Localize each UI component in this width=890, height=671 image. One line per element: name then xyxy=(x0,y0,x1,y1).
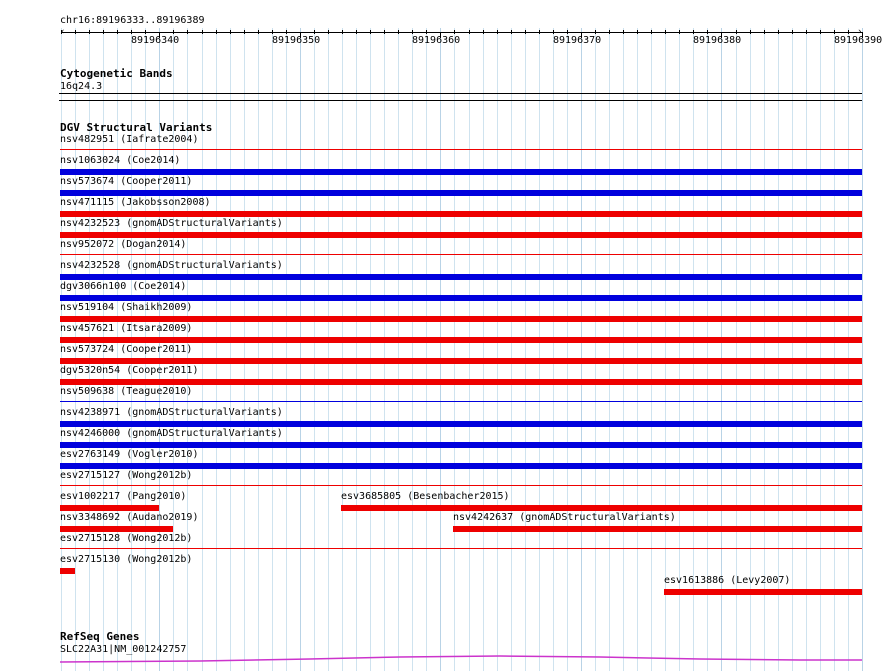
variant-label[interactable]: nsv4238971 (gnomADStructuralVariants) xyxy=(60,407,283,418)
grid-line xyxy=(356,28,357,671)
refseq-gene-label[interactable]: SLC22A31|NM_001242757 xyxy=(60,644,187,655)
dgv-track-title[interactable]: DGV Structural Variants xyxy=(60,121,213,134)
ruler-tick xyxy=(342,30,343,34)
ruler-tick-label: 89196390 xyxy=(834,35,883,46)
ruler-tick xyxy=(216,30,217,34)
variant-label[interactable]: esv2715127 (Wong2012b) xyxy=(60,470,193,481)
grid-line xyxy=(539,28,540,671)
grid-line xyxy=(820,28,821,671)
ruler-tick xyxy=(483,30,484,34)
ruler-tick xyxy=(173,30,174,34)
ruler-tick xyxy=(623,30,624,34)
ruler-tick xyxy=(792,30,793,34)
ruler-tick xyxy=(525,30,526,34)
variant-line[interactable] xyxy=(60,401,862,402)
grid-line xyxy=(398,28,399,671)
grid-line xyxy=(595,28,596,671)
ruler-tick xyxy=(848,30,849,34)
variant-label[interactable]: nsv4246000 (gnomADStructuralVariants) xyxy=(60,428,283,439)
grid-line xyxy=(328,28,329,671)
variant-bar[interactable] xyxy=(341,505,862,511)
variant-bar[interactable] xyxy=(60,568,75,574)
ruler-tick xyxy=(595,30,596,34)
ruler-tick xyxy=(693,30,694,34)
ruler-tick xyxy=(426,30,427,34)
variant-bar[interactable] xyxy=(60,526,173,532)
variant-label[interactable]: nsv519104 (Shaikh2009) xyxy=(60,302,193,313)
ruler-tick xyxy=(131,30,132,34)
ruler-tick xyxy=(89,30,90,34)
ruler-tick xyxy=(286,30,287,34)
ruler-axis xyxy=(61,32,862,33)
grid-line xyxy=(244,28,245,671)
ruler-tick xyxy=(258,30,259,34)
cytoband-label: 16q24.3 xyxy=(60,81,103,92)
grid-line xyxy=(454,28,455,671)
ruler-tick xyxy=(356,30,357,34)
variant-label[interactable]: nsv457621 (Itsara2009) xyxy=(60,323,193,334)
ruler-tick xyxy=(609,30,610,34)
variant-label[interactable]: dgv5320n54 (Cooper2011) xyxy=(60,365,199,376)
ruler-tick xyxy=(651,30,652,34)
grid-line xyxy=(567,28,568,671)
ruler-tick xyxy=(398,30,399,34)
ruler-tick xyxy=(230,30,231,34)
variant-bar[interactable] xyxy=(60,505,159,511)
ruler-tick xyxy=(103,30,104,34)
variant-label[interactable]: nsv573724 (Cooper2011) xyxy=(60,344,193,355)
grid-line xyxy=(300,28,301,671)
variant-label[interactable]: esv3685805 (Besenbacher2015) xyxy=(341,491,510,502)
variant-label[interactable]: nsv4242637 (gnomADStructuralVariants) xyxy=(453,512,676,523)
variant-label[interactable]: nsv4232523 (gnomADStructuralVariants) xyxy=(60,218,283,229)
variant-label[interactable]: nsv482951 (Iafrate2004) xyxy=(60,134,199,145)
ruler-tick xyxy=(665,30,666,34)
variant-label[interactable]: esv1613886 (Levy2007) xyxy=(664,575,791,586)
variant-bar[interactable] xyxy=(60,295,862,301)
ruler-tick-label: 89196380 xyxy=(693,35,742,46)
grid-line xyxy=(342,28,343,671)
ruler-tick xyxy=(778,30,779,34)
variant-label[interactable]: nsv471115 (Jakobsson2008) xyxy=(60,197,211,208)
ruler-tick xyxy=(750,30,751,34)
grid-line xyxy=(637,28,638,671)
refseq-track-title[interactable]: RefSeq Genes xyxy=(60,630,140,643)
variant-line[interactable] xyxy=(60,548,862,549)
ruler-tick xyxy=(539,30,540,34)
cytoband-track-title[interactable]: Cytogenetic Bands xyxy=(60,67,173,80)
ruler-tick xyxy=(637,30,638,34)
ruler-tick xyxy=(187,30,188,34)
variant-bar[interactable] xyxy=(60,316,862,322)
grid-line xyxy=(258,28,259,671)
variant-label[interactable]: esv2715130 (Wong2012b) xyxy=(60,554,193,565)
variant-bar[interactable] xyxy=(60,211,862,217)
ruler-tick xyxy=(370,30,371,34)
ruler-tick xyxy=(679,30,680,34)
grid-line xyxy=(426,28,427,671)
variant-bar[interactable] xyxy=(60,169,862,175)
grid-line xyxy=(581,28,582,671)
ruler-tick xyxy=(244,30,245,34)
variant-bar[interactable] xyxy=(60,421,862,427)
ruler-tick xyxy=(820,30,821,34)
variant-bar[interactable] xyxy=(60,442,862,448)
variant-label[interactable]: nsv4232528 (gnomADStructuralVariants) xyxy=(60,260,283,271)
grid-line xyxy=(440,28,441,671)
grid-line xyxy=(525,28,526,671)
ruler-tick-label: 89196350 xyxy=(272,35,321,46)
gene-model[interactable] xyxy=(0,650,890,671)
grid-line xyxy=(384,28,385,671)
ruler-tick xyxy=(384,30,385,34)
variant-bar[interactable] xyxy=(60,337,862,343)
ruler-tick xyxy=(314,30,315,34)
ruler-tick xyxy=(806,30,807,34)
variant-bar[interactable] xyxy=(60,190,862,196)
variant-label[interactable]: dgv3066n100 (Coe2014) xyxy=(60,281,187,292)
grid-line xyxy=(623,28,624,671)
variant-bar[interactable] xyxy=(60,274,862,280)
variant-bar[interactable] xyxy=(664,589,862,595)
ruler-tick xyxy=(511,30,512,34)
variant-line[interactable] xyxy=(60,149,862,150)
ruler-tick xyxy=(707,30,708,34)
variant-label[interactable]: nsv573674 (Cooper2011) xyxy=(60,176,193,187)
ruler[interactable] xyxy=(0,0,890,50)
grid-line xyxy=(511,28,512,671)
variant-label[interactable]: esv1002217 (Pang2010) xyxy=(60,491,187,502)
grid-line xyxy=(862,28,863,671)
region-label: chr16:89196333..89196389 xyxy=(60,15,205,26)
variant-bar[interactable] xyxy=(60,232,862,238)
grid-line xyxy=(497,28,498,671)
grid-line xyxy=(792,28,793,671)
variant-bar[interactable] xyxy=(60,358,862,364)
ruler-tick xyxy=(834,30,835,34)
variant-label[interactable]: esv2715128 (Wong2012b) xyxy=(60,533,193,544)
ruler-tick xyxy=(469,30,470,34)
ruler-tick xyxy=(328,30,329,34)
grid-line xyxy=(272,28,273,671)
ruler-tick xyxy=(764,30,765,34)
variant-line[interactable] xyxy=(60,254,862,255)
ruler-tick xyxy=(412,30,413,34)
grid-line xyxy=(651,28,652,671)
ruler-tick xyxy=(454,30,455,34)
grid-line xyxy=(483,28,484,671)
ruler-tick xyxy=(553,30,554,34)
grid-line xyxy=(412,28,413,671)
ruler-tick-label: 89196340 xyxy=(131,35,180,46)
ruler-tick-label: 89196370 xyxy=(553,35,602,46)
ruler-tick xyxy=(736,30,737,34)
variant-line[interactable] xyxy=(60,485,862,486)
ruler-tick xyxy=(117,30,118,34)
grid-line xyxy=(216,28,217,671)
variant-label[interactable]: nsv509638 (Teague2010) xyxy=(60,386,193,397)
variant-label[interactable]: nsv1063024 (Coe2014) xyxy=(60,155,181,166)
ruler-tick-label: 89196360 xyxy=(412,35,461,46)
variant-bar[interactable] xyxy=(60,379,862,385)
grid-line xyxy=(286,28,287,671)
grid-line xyxy=(609,28,610,671)
variant-label[interactable]: nsv3348692 (Audano2019) xyxy=(60,512,199,523)
grid-line xyxy=(370,28,371,671)
variant-label[interactable]: esv2763149 (Vogler2010) xyxy=(60,449,199,460)
grid-line xyxy=(469,28,470,671)
grid-line xyxy=(834,28,835,671)
variant-bar[interactable] xyxy=(453,526,862,532)
grid-line xyxy=(314,28,315,671)
track-separator xyxy=(59,100,862,101)
ruler-tick xyxy=(567,30,568,34)
variant-label[interactable]: nsv952072 (Dogan2014) xyxy=(60,239,187,250)
grid-line xyxy=(806,28,807,671)
ruler-tick xyxy=(272,30,273,34)
ruler-tick xyxy=(61,30,62,34)
cytoband-line xyxy=(59,93,862,94)
ruler-tick xyxy=(75,30,76,34)
grid-line xyxy=(848,28,849,671)
ruler-tick xyxy=(145,30,146,34)
grid-line xyxy=(553,28,554,671)
ruler-right-arrow-icon: › xyxy=(857,27,863,37)
variant-bar[interactable] xyxy=(60,463,862,469)
ruler-tick xyxy=(497,30,498,34)
grid-line xyxy=(230,28,231,671)
ruler-tick xyxy=(202,30,203,34)
